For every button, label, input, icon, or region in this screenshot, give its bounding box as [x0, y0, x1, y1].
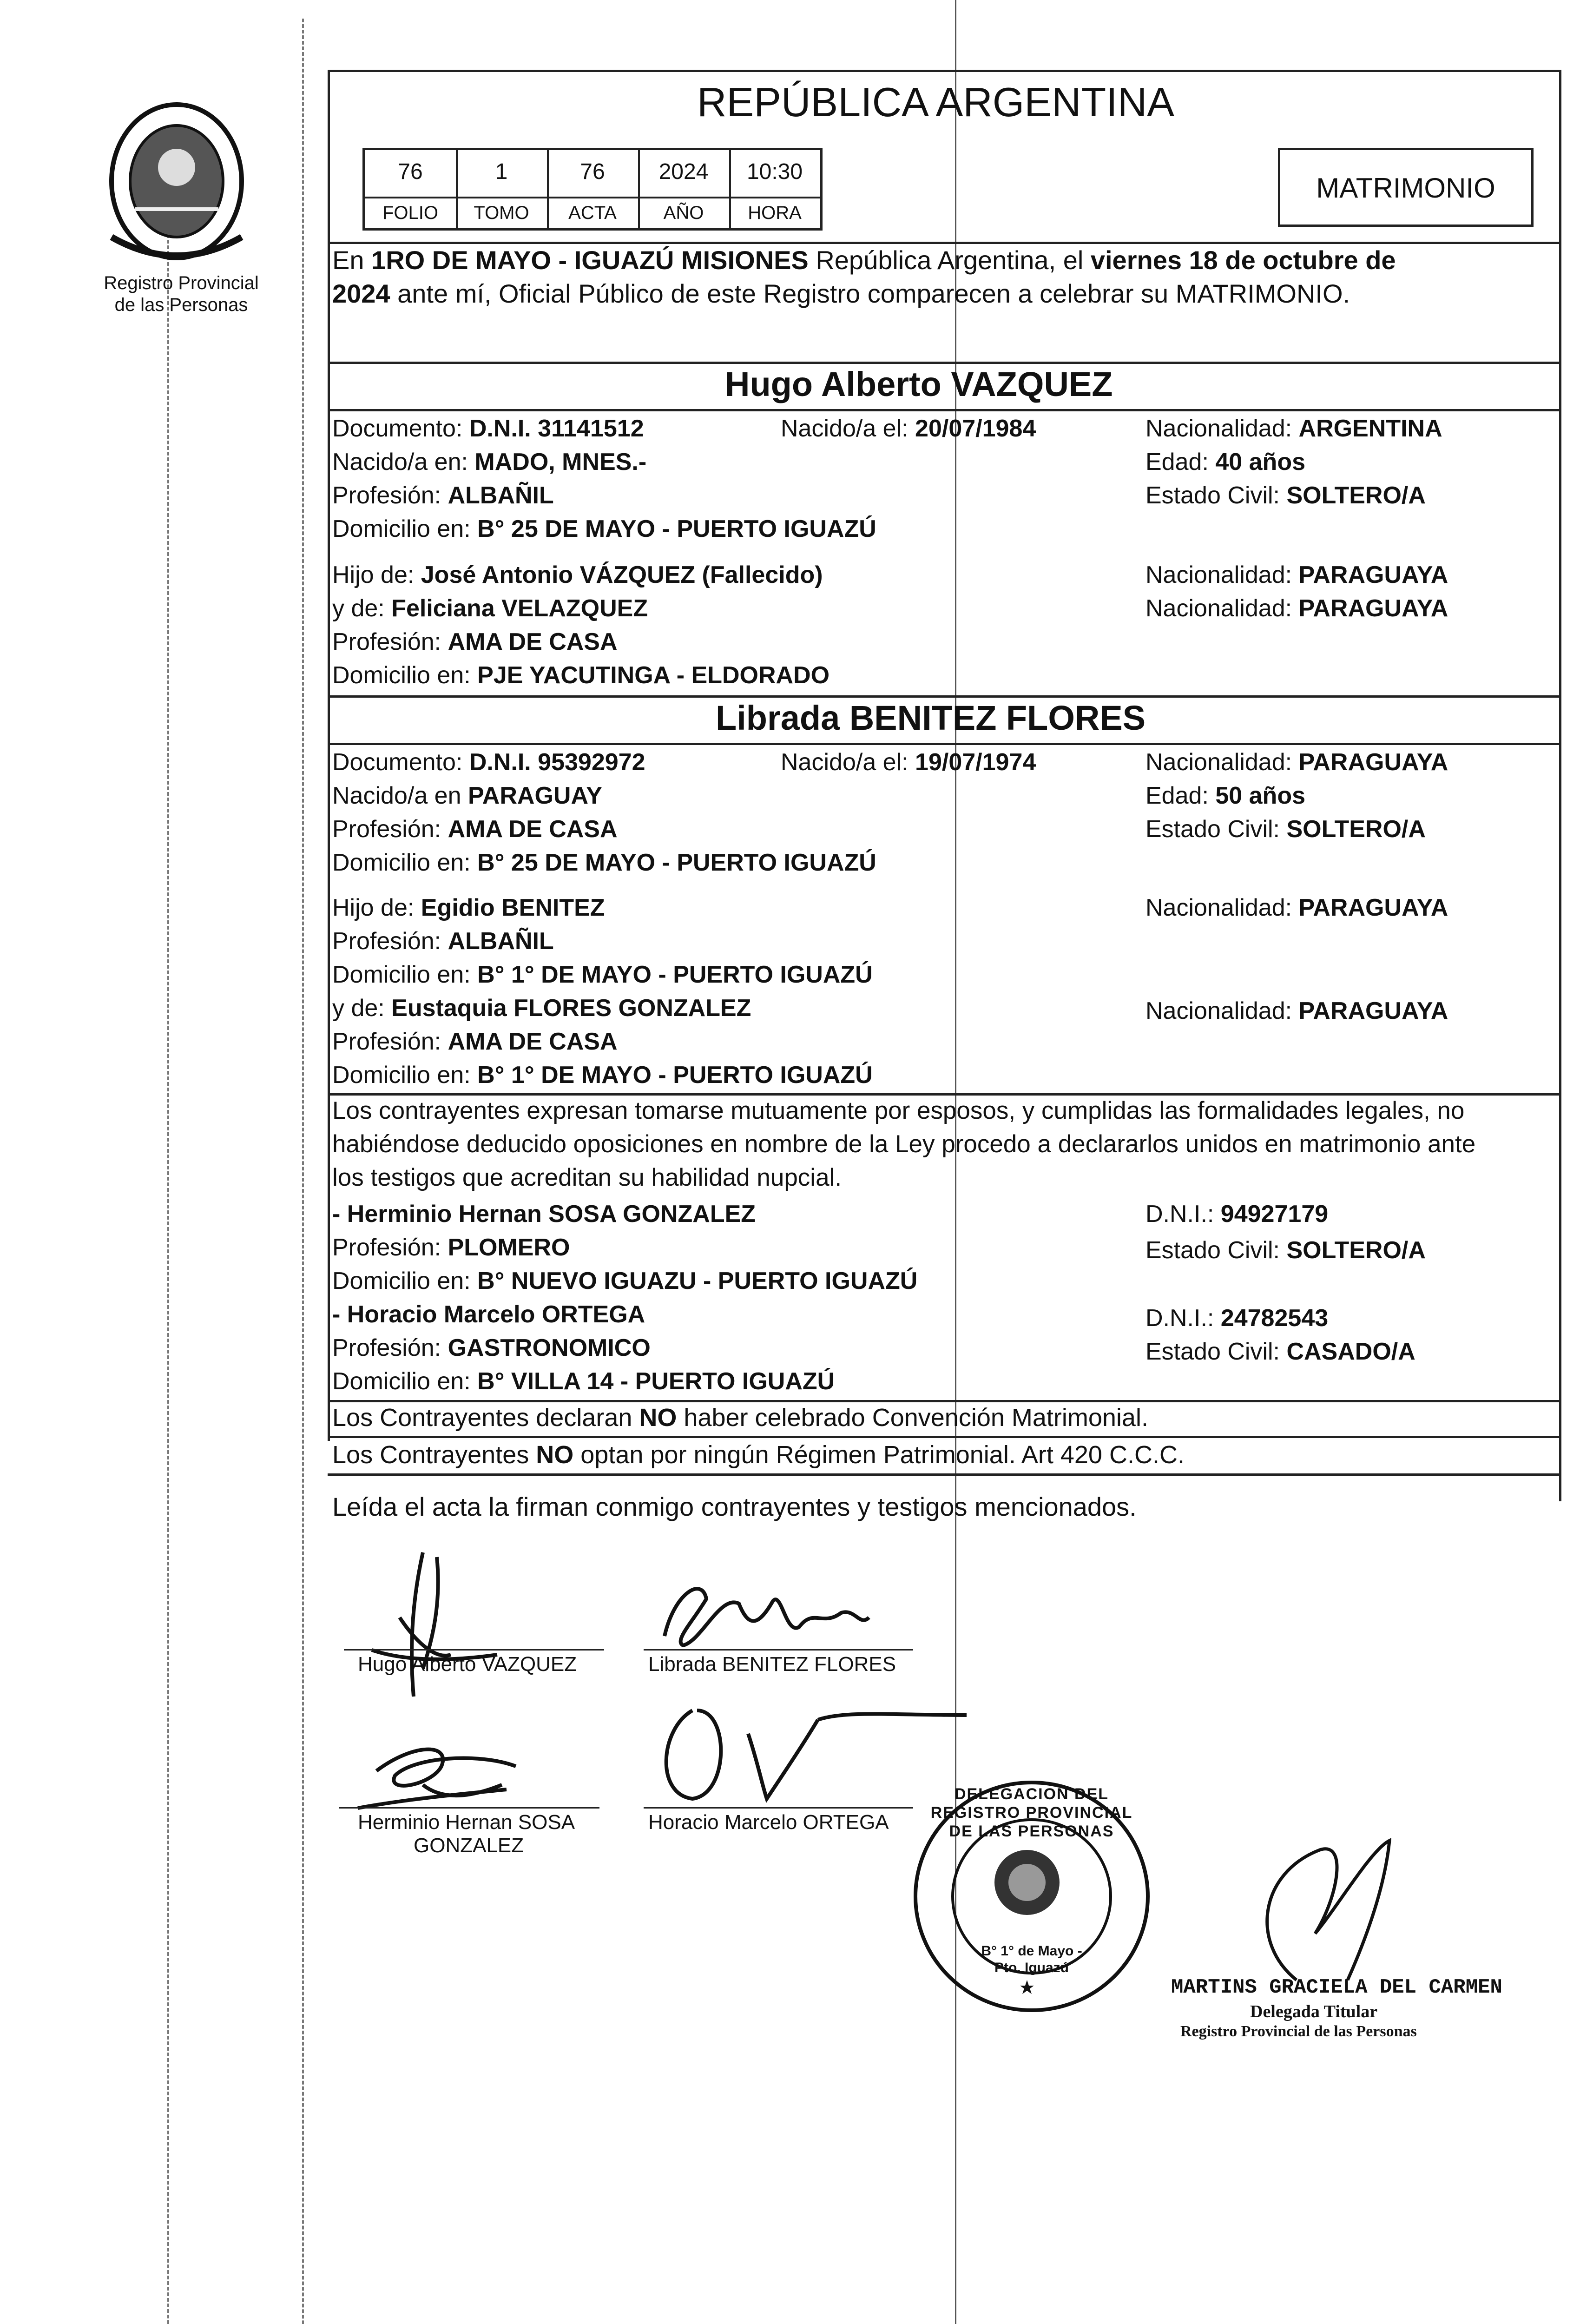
witness2-prof: Profesión: GASTRONOMICO: [332, 1334, 651, 1361]
spouse1-nat: Nacionalidad: ARGENTINA: [1146, 415, 1442, 442]
spouse2-father-prof: Profesión: ALBAÑIL: [332, 928, 554, 955]
record-table: [362, 148, 823, 231]
spouse1-pob: Nacido/a en: MADO, MNES.-: [332, 449, 647, 475]
spouse2-born: Nacido/a el: 19/07/1974: [781, 749, 1036, 776]
spouse1-father-nat: Nacionalidad: PARAGUAYA: [1146, 561, 1448, 588]
acta-label: ACTA: [568, 203, 617, 223]
spouse1-born: Nacido/a el: 20/07/1984: [781, 415, 1036, 442]
witness1-dom: Domicilio en: B° NUEVO IGUAZU - PUERTO IGUAZÚ: [332, 1268, 918, 1294]
spouse2-age: Edad: 50 años: [1146, 782, 1305, 809]
anio-label: AÑO: [663, 203, 704, 223]
frame-right: [1559, 70, 1561, 1501]
official-role: Delegada Titular: [1250, 2002, 1378, 2021]
registry-stamp: [911, 1776, 1152, 2017]
signature-name-librada: Librada BENITEZ FLORES: [648, 1653, 896, 1676]
sig-line-hugo: [344, 1649, 604, 1651]
declaration-line-3: los testigos que acreditan su habilidad nupcial.: [332, 1164, 842, 1191]
spouse1-doc: Documento: D.N.I. 31141512: [332, 415, 644, 442]
witness1-name: - Herminio Hernan SOSA GONZALEZ: [332, 1201, 756, 1228]
frame-top: [328, 70, 1561, 72]
signature-official: [1231, 1831, 1441, 1999]
witness2-dni: D.N.I.: 24782543: [1146, 1305, 1329, 1332]
spouse2-prof: Profesión: AMA DE CASA: [332, 816, 618, 843]
witness2-name: - Horacio Marcelo ORTEGA: [332, 1301, 645, 1328]
anio-value: 2024: [658, 159, 709, 184]
spouse1-name: Hugo Alberto VAZQUEZ: [725, 365, 1113, 403]
registry-name-line1: Registro Provincial: [104, 273, 259, 293]
country-title: REPÚBLICA ARGENTINA: [697, 79, 1174, 125]
frame-left: [328, 70, 330, 1441]
spouse2-mother-prof: Profesión: AMA DE CASA: [332, 1028, 618, 1055]
spouse1-name-rule: [328, 409, 1561, 411]
closing-text: Leída el acta la firman conmigo contrayentes y testigos mencionados.: [332, 1492, 1137, 1521]
spouse1-mother-prof: Profesión: AMA DE CASA: [332, 628, 618, 655]
spouse2-dom: Domicilio en: B° 25 DE MAYO - PUERTO IGUAZÚ: [332, 849, 876, 876]
witness1-prof: Profesión: PLOMERO: [332, 1234, 570, 1261]
spouse2-mother-dom: Domicilio en: B° 1° DE MAYO - PUERTO IGUAZÚ: [332, 1062, 873, 1089]
margin-dash-left-2: [302, 19, 306, 2324]
spouse2-mother-nat: Nacionalidad: PARAGUAYA: [1146, 997, 1448, 1024]
spouse2-mother: y de: Eustaquia FLORES GONZALEZ: [332, 995, 751, 1022]
registry-name-line2: de las Personas: [114, 295, 248, 315]
folio-value: 76: [398, 159, 423, 184]
spouse1-father: Hijo de: José Antonio VÁZQUEZ (Fallecido): [332, 561, 823, 588]
witness2-dom: Domicilio en: B° VILLA 14 - PUERTO IGUAZÚ: [332, 1368, 835, 1395]
spouse2-pob: Nacido/a en PARAGUAY: [332, 782, 602, 809]
hora-label: HORA: [748, 203, 802, 223]
folio-label: FOLIO: [382, 203, 439, 223]
spouse2-name: Librada BENITEZ FLORES: [716, 699, 1146, 737]
registry-logo: [102, 98, 251, 274]
witness2-civil: Estado Civil: CASADO/A: [1146, 1338, 1415, 1365]
signature-name-herminio-2: GONZALEZ: [414, 1834, 524, 1857]
misiones-seal-icon: [102, 98, 251, 274]
spouse2-father-dom: Domicilio en: B° 1° DE MAYO - PUERTO IGUAZÚ: [332, 961, 873, 988]
sig-line-horacio: [644, 1807, 913, 1809]
intro-line-2: 2024 ante mí, Oficial Público de este Registro comparecen a celebrar su MATRIMONIO.: [332, 279, 1350, 308]
record-type: MATRIMONIO: [1316, 172, 1495, 204]
hora-value: 10:30: [746, 159, 803, 184]
condition-regime: Los Contrayentes NO optan por ningún Régimen Patrimonial. Art 420 C.C.C.: [332, 1441, 1185, 1469]
witness1-civil: Estado Civil: SOLTERO/A: [1146, 1237, 1426, 1264]
spouse2-doc: Documento: D.N.I. 95392972: [332, 749, 645, 776]
conditions-top-rule: [328, 1400, 1561, 1402]
signature-herminio: [339, 1715, 599, 1827]
tomo-value: 1: [495, 159, 508, 184]
spouse1-mother: y de: Feliciana VELAZQUEZ: [332, 595, 648, 622]
spouse1-prof: Profesión: ALBAÑIL: [332, 482, 554, 509]
intro-top-rule: [328, 242, 1561, 244]
signature-name-horacio: Horacio Marcelo ORTEGA: [648, 1811, 889, 1834]
stamp-text: DELEGACION DEL REGISTRO PROVINCIAL DE LAS PERSONAS: [930, 1785, 1133, 1840]
spouse1-age: Edad: 40 años: [1146, 449, 1305, 475]
tomo-label: TOMO: [474, 203, 529, 223]
record-type-box: [1278, 148, 1534, 227]
declaration-line-1: Los contrayentes expresan tomarse mutuamente por esposos, y cumplidas las formalidades legales, no: [332, 1097, 1465, 1124]
signature-librada: [646, 1557, 906, 1659]
spouse1-mother-dom: Domicilio en: PJE YACUTINGA - ELDORADO: [332, 662, 830, 689]
witness1-dni: D.N.I.: 94927179: [1146, 1201, 1329, 1228]
stamp-center: B° 1° de Mayo - Pto. Iguazú: [981, 1943, 1082, 1975]
spouse2-civil: Estado Civil: SOLTERO/A: [1146, 816, 1426, 843]
spouse2-father-nat: Nacionalidad: PARAGUAYA: [1146, 894, 1448, 921]
spouse1-civil: Estado Civil: SOLTERO/A: [1146, 482, 1426, 509]
intro-line-1: En 1RO DE MAYO - IGUAZÚ MISIONES República Argentina, el viernes 18 de octubre de: [332, 245, 1396, 275]
spouse2-father: Hijo de: Egidio BENITEZ: [332, 894, 605, 921]
official-org: Registro Provincial de las Personas: [1180, 2023, 1417, 2040]
margin-dash-left: [167, 139, 171, 2324]
spouse1-mother-nat: Nacionalidad: PARAGUAYA: [1146, 595, 1448, 622]
conditions-mid-rule: [328, 1436, 1561, 1438]
signature-name-hugo: Hugo Alberto VAZQUEZ: [358, 1653, 577, 1676]
sig-line-herminio: [339, 1807, 599, 1809]
signature-hugo: [344, 1548, 586, 1724]
spouse1-dom: Domicilio en: B° 25 DE MAYO - PUERTO IGUAZÚ: [332, 515, 876, 542]
spouse2-name-rule: [328, 743, 1561, 745]
spouse2-nat: Nacionalidad: PARAGUAYA: [1146, 749, 1448, 776]
sig-line-librada: [644, 1649, 913, 1651]
acta-value: 76: [580, 159, 605, 184]
condition-convention: Los Contrayentes declaran NO haber celebrado Convención Matrimonial.: [332, 1404, 1148, 1432]
declaration-line-2: habiéndose deducido oposiciones en nombre de la Ley procedo a declararlos unidos en matrimonio ante: [332, 1130, 1476, 1158]
signature-name-herminio-1: Herminio Hernan SOSA: [358, 1811, 575, 1834]
conditions-bottom-rule: [328, 1473, 1561, 1476]
official-name: MARTINS GRACIELA DEL CARMEN: [1171, 1976, 1502, 1999]
declaration-top-rule: [328, 1093, 1561, 1096]
